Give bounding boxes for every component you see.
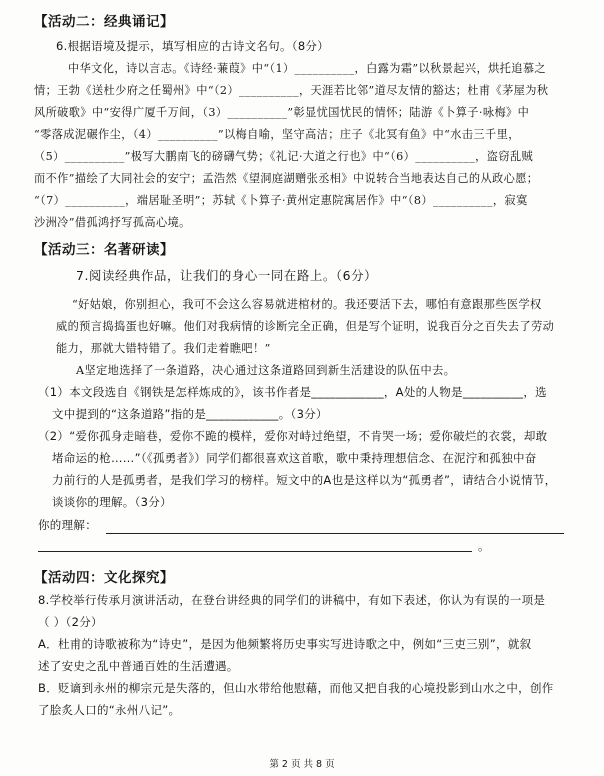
q8-option-a-line-1: A．杜甫的诗歌被称为“诗史”，是因为他频繁将历史事实写进诗歌之中，例如“三吏三别”，就叙 <box>38 637 532 651</box>
q6-line-6: 而不作”描绘了大同社会的安宁；孟浩然《望洞庭湖赠张丞相》中说转合当地表达自己的从政心愿； <box>34 172 539 185</box>
q6-line-1: 中华文化，诗以言志。《诗经·蒹葭》中“（1）__________，白露为霜”以秋景起兴，烘托追慕之 <box>68 62 547 75</box>
q7-sub-2-line-2: 堵命运的枪……”（《孤勇者》）同学们都很喜欢这首歌，歌中秉持理想信念、在泥泞和孤独中奋 <box>52 451 537 465</box>
q7-passage-line-2: 威的预言捣捣蛋也好嘛。他们对我病情的诊断完全正确，但是写个证明，说我百分之百失去了劳动 <box>56 320 555 333</box>
section-title-activity-3: 【活动三：名著研读】 <box>34 242 174 258</box>
question-8-title: 8.学校举行传承月演讲活动，在登台讲经典的同学们的讲稿中，有如下表述，你认为有误的一项是 <box>38 593 546 607</box>
page-footer: 第 2 页 共 8 页 <box>269 759 335 770</box>
q7-passage-line-4: A坚定地选择了一条道路，决心通过这条道路回到新生活建设的队伍中去。 <box>76 364 456 377</box>
question-6-title: 6.根据语境及提示，填写相应的古诗文名句。（8分） <box>56 39 330 53</box>
q7-sub-2-line-3: 力前行的人是孤勇者，是我们学习的榜样。短文中的A也是这样以为“孤勇者”，请结合小说情节， <box>52 473 557 487</box>
q7-sub-2-line-4: 谈谈你的理解。（3分） <box>52 495 172 509</box>
q6-line-2: 情；王勃《送杜少府之任蜀州》中“（2）__________，天涯若比邻”道尽友情的豁达；杜甫《茅屋为秋 <box>34 84 549 97</box>
q8-option-b-line-2: 了脍炙人口的“永州八记”。 <box>38 703 181 717</box>
q7-passage-line-3: 能力，那就大错特错了。我们走着瞧吧！” <box>56 342 271 355</box>
q6-line-4: “零落成泥碾作尘，（4）__________”以梅自喻，坚守高洁；庄子《北冥有鱼》中“水击三千里， <box>34 128 520 141</box>
q6-line-5: （5）__________”极写大鹏南飞的磅礴气势；《礼记·大道之行也》中“（6）__________，盗窃乱贼 <box>34 150 534 163</box>
q8-option-b-line-1: B．贬谪到永州的柳宗元是失落的，但山水带给他慰藉，而他又把自我的心境投影到山水之中，创作 <box>38 681 554 695</box>
answer-line-1[interactable] <box>106 533 564 534</box>
q7-sub-1-line-2: 文中提到的“这条道路”指的是____________。（3分） <box>52 407 328 421</box>
section-title-activity-4: 【活动四：文化探究】 <box>34 570 174 586</box>
answer-label: 你的理解： <box>38 518 97 532</box>
q7-passage-line-1: “好姑娘，你别担心，我可不会这么容易就进棺材的。我还要活下去，哪怕有意跟那些医学权 <box>72 298 542 311</box>
answer-line-2[interactable] <box>38 551 472 552</box>
q6-line-7: “（7）__________，端居耻圣明”；苏轼《卜算子·黄州定惠院寓居作》中“（8）__________，寂寞 <box>34 194 528 207</box>
q8-option-a-line-2: 述了安史之乱中普通百姓的生活遭遇。 <box>38 659 239 673</box>
section-title-activity-2: 【活动二：经典诵记】 <box>34 14 174 30</box>
q7-sub-1-line-1: （1）本文段选自《钢铁是怎样炼成的》，该书作者是____________，A处的人物是__________，选 <box>38 385 547 399</box>
question-7-title: 7.阅读经典作品，让我们的身心一同在路上。（6分） <box>76 268 378 283</box>
q6-line-8: 沙洲冷”借孤鸿抒写孤高心境。 <box>34 216 191 229</box>
q7-sub-2-line-1: （2）“爱你孤身走暗巷，爱你不跪的模样，爱你对峙过绝望，不肯哭一场；爱你破烂的衣裳，却敢 <box>38 429 548 443</box>
q6-line-3: 风所破歌》中“安得广厦千万间，（3）__________”彰显忧国忧民的情怀；陆游《卜算子·咏梅》中 <box>34 106 530 119</box>
question-8-score: （ ）（2分） <box>38 615 103 629</box>
answer-end-mark: 。 <box>478 539 490 553</box>
